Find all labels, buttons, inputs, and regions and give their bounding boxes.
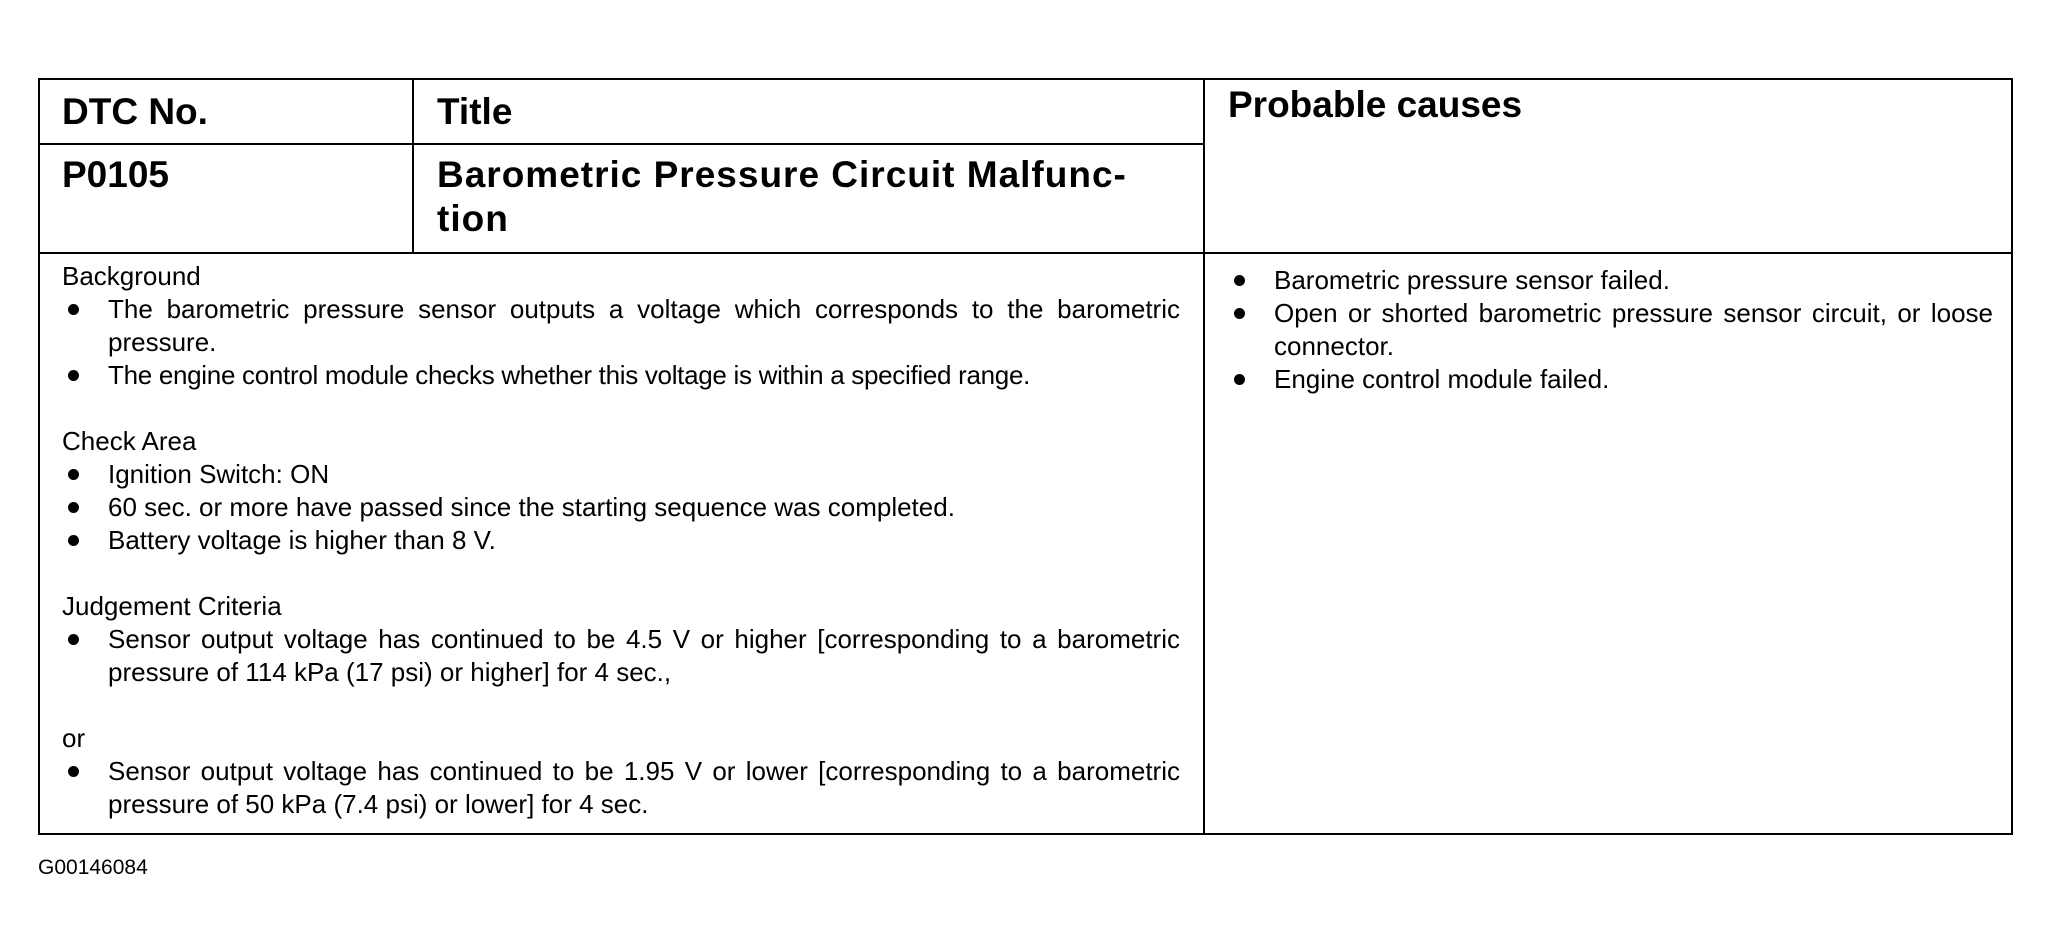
background-item bbox=[62, 359, 1180, 392]
bullet-icon bbox=[1234, 308, 1245, 319]
background-item-text: The engine control module checks whether this voltage is within a specified range. bbox=[108, 360, 1031, 390]
check-area-item-text: 60 sec. or more have passed since the starting sequence was completed. bbox=[108, 492, 955, 522]
bullet-icon bbox=[68, 370, 79, 381]
judgement-or-label: or bbox=[62, 723, 86, 753]
details-panel bbox=[62, 260, 1180, 821]
dtc-code: P0105 bbox=[62, 154, 169, 195]
bullet-icon bbox=[68, 535, 79, 546]
divider-body-row bbox=[40, 252, 2011, 254]
judgement-item-text: Sensor output voltage has continued to be 1.95 V or lower [corresponding to a barometric pressure of 50 kPa (7.4 psi) or lower] for 4 sec. bbox=[108, 756, 1180, 819]
check-area-item bbox=[62, 458, 1180, 491]
bullet-icon bbox=[1234, 374, 1245, 385]
check-area-item bbox=[62, 491, 1180, 524]
bullet-icon bbox=[68, 766, 79, 777]
bullet-icon bbox=[68, 469, 79, 480]
dtc-title: Barometric Pressure Circuit Malfunc- tion bbox=[437, 154, 1127, 239]
bullet-icon bbox=[1234, 275, 1245, 286]
background-heading: Background bbox=[62, 261, 201, 291]
bullet-icon bbox=[68, 502, 79, 513]
header-probable-causes: Probable causes bbox=[1228, 84, 1523, 125]
figure-code: G00146084 bbox=[38, 856, 148, 879]
header-dtc-no: DTC No. bbox=[62, 91, 208, 132]
divider-details-causes bbox=[1203, 80, 1205, 833]
judgement-heading: Judgement Criteria bbox=[62, 591, 282, 621]
bullet-icon bbox=[68, 304, 79, 315]
probable-causes-panel bbox=[1228, 264, 1993, 396]
judgement-item bbox=[62, 623, 1180, 689]
divider-header-row bbox=[40, 143, 1205, 145]
check-area-item bbox=[62, 524, 1180, 557]
cause-item bbox=[1228, 264, 1993, 297]
check-area-item-text: Ignition Switch: ON bbox=[108, 459, 330, 489]
cause-item-text: Engine control module failed. bbox=[1274, 364, 1610, 394]
header-title: Title bbox=[437, 91, 513, 132]
dtc-table bbox=[38, 78, 2013, 835]
bullet-icon bbox=[68, 634, 79, 645]
check-area-item-text: Battery voltage is higher than 8 V. bbox=[108, 525, 496, 555]
check-area-heading: Check Area bbox=[62, 426, 197, 456]
background-item-text: The barometric pressure sensor outputs a voltage which corresponds to the barometric pressure. bbox=[108, 294, 1180, 357]
divider-dtc-title bbox=[412, 80, 414, 254]
judgement-item-text: Sensor output voltage has continued to be 4.5 V or higher [corresponding to a barometric pressure of 114 kPa (17 psi) or higher] for 4 sec., bbox=[108, 624, 1180, 687]
cause-item bbox=[1228, 363, 1993, 396]
cause-item-text: Open or shorted barometric pressure sensor circuit, or loose connector. bbox=[1274, 298, 1993, 361]
background-item bbox=[62, 293, 1180, 359]
cause-item-text: Barometric pressure sensor failed. bbox=[1274, 265, 1670, 295]
cause-item bbox=[1228, 297, 1993, 363]
judgement-item bbox=[62, 755, 1180, 821]
